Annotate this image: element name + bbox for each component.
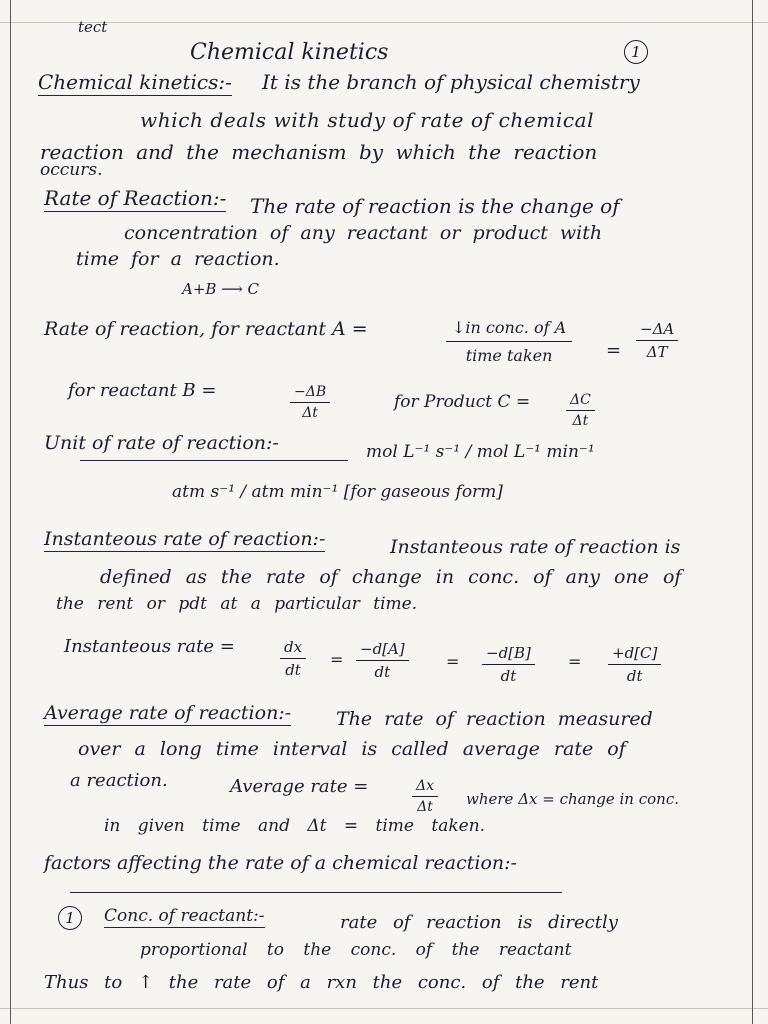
text-line: defined as the rate of change in conc. of any one of: [100, 566, 682, 588]
text-line: over a long time interval is called average rate of: [78, 738, 626, 760]
page-title: Chemical kinetics: [190, 40, 389, 65]
underline: [70, 892, 562, 893]
text-line: which deals with study of rate of chemical: [140, 108, 595, 132]
fraction-dx-dt: [280, 638, 306, 679]
fraction-denominator: time taken: [465, 346, 553, 365]
page-number: 1: [624, 40, 648, 64]
fraction-denominator: dt: [626, 667, 643, 685]
fraction-denominator: dt: [374, 663, 391, 681]
fraction-numerator: −d[B]: [482, 644, 535, 665]
heading-chemical-kinetics: Chemical kinetics:-: [38, 70, 232, 94]
fraction-numerator: −ΔA: [636, 320, 678, 341]
text-line: concentration of any reactant or product with: [124, 222, 603, 244]
text-line: Instanteous rate of reaction is: [390, 536, 681, 558]
fraction-delta-c: [566, 392, 595, 429]
fraction-numerator: Δx: [412, 778, 438, 797]
text-line: where Δx = change in conc.: [466, 790, 679, 808]
text-line: time for a reaction.: [76, 248, 280, 270]
text-line: The rate of reaction is the change of: [250, 194, 620, 218]
heading-average-rate: Average rate of reaction:-: [44, 702, 292, 724]
fraction-numerator: +d[C]: [608, 644, 661, 665]
text-line: in given time and Δt = time taken.: [104, 816, 486, 836]
text-line: for Product C =: [394, 392, 531, 412]
fraction-denominator: dt: [500, 667, 517, 685]
heading-instantaneous-rate: Instanteous rate of reaction:-: [44, 528, 326, 550]
heading-rate-of-reaction: Rate of Reaction:-: [44, 186, 227, 210]
text-line: Instanteous rate =: [64, 636, 235, 657]
fraction-denominator: Δt: [417, 799, 433, 815]
fraction-numerator: ↓in conc. of A: [446, 318, 572, 342]
equals-sign: =: [330, 650, 344, 669]
text-line: atm s⁻¹ / atm min⁻¹ [for gaseous form]: [172, 482, 503, 502]
right-margin-line: [752, 0, 753, 1024]
equals-sign: =: [568, 652, 582, 671]
fraction-denominator: Δt: [302, 405, 318, 421]
item-number: 1: [58, 906, 82, 930]
text-line: the rent or pdt at a particular time.: [56, 594, 418, 614]
heading-factors: factors affecting the rate of a chemical reaction:-: [44, 852, 517, 874]
text-line: occurs.: [40, 160, 103, 180]
fraction-numerator: dx: [280, 638, 306, 659]
ruled-line: [0, 1008, 768, 1009]
text-line: mol L⁻¹ s⁻¹ / mol L⁻¹ min⁻¹: [366, 442, 595, 462]
fraction-numerator: −ΔB: [290, 384, 330, 403]
equals-sign: =: [446, 652, 460, 671]
fraction-delta-b: [290, 384, 330, 421]
text-line: a reaction.: [70, 770, 168, 791]
fraction-numerator: −d[A]: [356, 640, 409, 661]
text-line: proportional to the conc. of the reactant: [140, 940, 572, 960]
heading-unit-of-rate: Unit of rate of reaction:-: [44, 432, 279, 454]
equals-sign: =: [606, 340, 622, 361]
text-line: Thus to ↑ the rate of a rxn the conc. of the rent: [44, 972, 599, 993]
text-line: Rate of reaction, for reactant A =: [44, 318, 368, 340]
fraction-denominator: dt: [285, 661, 301, 679]
left-margin-line: [10, 0, 11, 1024]
heading-conc-of-reactant: Conc. of reactant:-: [104, 906, 265, 926]
header-tag: tect: [78, 18, 108, 36]
fraction-da-dt: [356, 640, 409, 681]
text-line: rate of reaction is directly: [340, 912, 618, 933]
text-line: It is the branch of physical chemistry: [262, 70, 640, 94]
text-line: reaction and the mechanism by which the reaction: [40, 140, 598, 164]
fraction-dc-dt: [608, 644, 661, 685]
ruled-line: [0, 22, 768, 23]
fraction-delta-a: [636, 320, 678, 361]
reaction-equation: A+B ⟶ C: [182, 280, 259, 298]
text-line: The rate of reaction measured: [336, 708, 653, 730]
fraction-db-dt: [482, 644, 535, 685]
text-line: for reactant B =: [68, 380, 217, 401]
underline: [80, 460, 348, 461]
fraction-denominator: Δt: [572, 413, 589, 429]
fraction-dx-dt-average: [412, 778, 438, 815]
fraction-rate-a: [446, 318, 572, 365]
fraction-numerator: ΔC: [566, 392, 595, 411]
text-line: Average rate =: [230, 776, 369, 797]
fraction-denominator: ΔT: [646, 343, 668, 361]
